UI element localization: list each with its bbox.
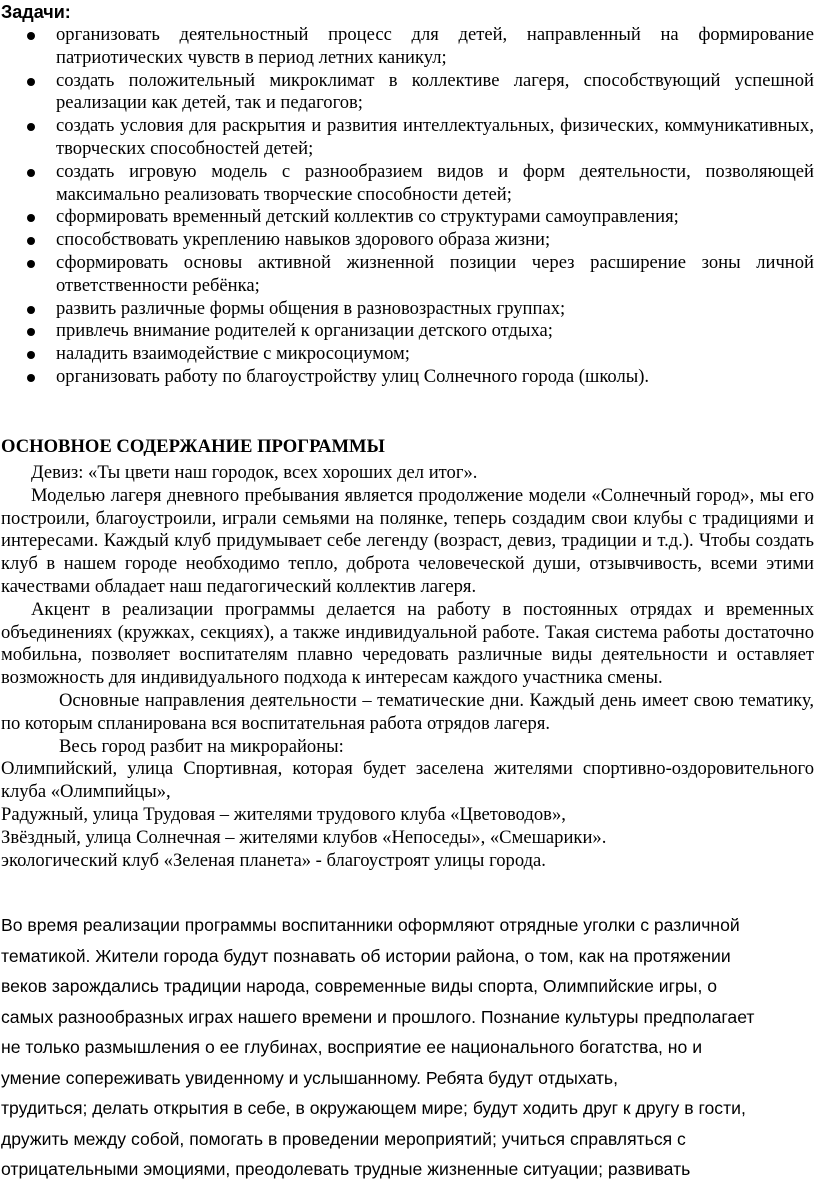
- paragraph: Акцент в реализации программы делается на работу в постоянных отрядах и временных объединениях (кружках, секциях), а также индивидуальной работе. Такая система работы достаточно мобильна, позволяет воспитателям плавно чередовать различные виды деятельности и оставляет возможность для индивидуального подхода к интересам каждого участника смены.: [1, 598, 814, 689]
- list-item-text: организовать работу по благоустройству улиц Солнечного города (школы).: [56, 365, 650, 387]
- list-item: [0, 343, 814, 366]
- bullet-icon: [27, 169, 35, 177]
- list-item-text: сформировать временный детский коллектив со структурами самоуправления;: [56, 206, 679, 228]
- bullet-icon: [27, 214, 35, 222]
- text-line: Во время реализации программы воспитанники оформляют отрядные уголки с различной: [1, 915, 740, 935]
- list-item-text: создать игровую модель с разнообразием видов и форм деятельности, позволяющей максимально реализовать творческие способности детей;: [56, 160, 814, 205]
- list-item: [0, 298, 814, 321]
- list-item: [0, 366, 814, 389]
- list-item-text: развить различные формы общения в разновозрастных группах;: [56, 297, 566, 319]
- district-item: Олимпийский, улица Спортивная, которая будет заселена жителями спортивно-оздоровительного клуба «Олимпийцы»,: [1, 758, 814, 803]
- list-item-text: сформировать основы активной жизненной позиции через расширение зоны личной ответственности ребёнка;: [56, 251, 814, 296]
- list-item: [0, 70, 814, 116]
- district-item: экологический клуб «Зеленая планета» - благоустроят улицы города.: [1, 849, 546, 871]
- list-item-text: привлечь внимание родителей к организации детского отдыха;: [56, 320, 553, 342]
- text-line: умение сопереживать увиденному и услышанному. Ребята будут отдыхать,: [1, 1067, 618, 1088]
- list-item: [0, 229, 814, 252]
- list-item: [0, 252, 814, 298]
- program-description: [1, 910, 815, 1185]
- list-item: [0, 161, 814, 207]
- bullet-icon: [27, 328, 35, 336]
- list-item-text: способствовать укреплению навыков здорового образа жизни;: [56, 229, 551, 251]
- section-title: ОСНОВНОЕ СОДЕРЖАНИЕ ПРОГРАММЫ: [1, 436, 385, 457]
- paragraph: Моделью лагеря дневного пребывания является продолжение модели «Солнечный город», мы его построили, благоустроили, играли семьями на полянке, теперь создадим свои клубы с традициями и интересами. Каждый клуб придумывает себе легенду (возраст, девиз, традиции и т.д.). Чтобы создать клуб в нашем городе необходимо тепло, доброта человеческой души, отзывчивость, всеми этими качествами обладает наш педагогический коллектив лагеря.: [1, 484, 814, 597]
- paragraph: Весь город разбит на микрорайоны:: [59, 735, 344, 757]
- list-item: [0, 24, 814, 70]
- bullet-icon: [27, 78, 35, 86]
- district-item: Радужный, улица Трудовая – жителями трудового клуба «Цветоводов»,: [1, 803, 566, 825]
- motto: Девиз: «Ты цвети наш городок, всех хороших дел итог».: [31, 462, 478, 483]
- text-line: тематикой. Жители города будут познавать об истории района, о том, как на протяжении: [1, 945, 731, 966]
- bullet-icon: [27, 123, 35, 131]
- text-line: отрицательными эмоциями, преодолевать трудные жизненные ситуации; развивать: [1, 1159, 691, 1179]
- bullet-icon: [27, 306, 35, 314]
- list-item-text: создать положительный микроклимат в коллективе лагеря, способствующий успешной реализации как детей, так и педагогов;: [56, 69, 814, 114]
- tasks-list: [0, 24, 814, 389]
- bullet-icon: [27, 260, 35, 268]
- list-item: [0, 206, 814, 229]
- bullet-icon: [27, 32, 35, 40]
- tasks-heading: Задачи:: [1, 2, 71, 22]
- list-item-text: организовать деятельностный процесс для детей, направленный на формирование патриотических чувств в период летних каникул;: [56, 24, 814, 68]
- list-item: [0, 115, 814, 161]
- text-line: не только размышления о ее глубинах, восприятие ее национального богатства, но и: [1, 1037, 703, 1057]
- bullet-icon: [27, 237, 35, 245]
- text-line: самых разнообразных играх нашего времени и прошлого. Познание культуры предполагает: [1, 1006, 755, 1027]
- section-content: [1, 462, 814, 872]
- list-item-text: наладить взаимодействие с микросоциумом;: [56, 343, 410, 365]
- text-line: дружить между собой, помогать в проведении мероприятий; учиться справляться с: [1, 1128, 686, 1149]
- text-line: веков зарождались традиции народа, современные виды спорта, Олимпийские игры, о: [1, 976, 718, 996]
- paragraph: Основные направления деятельности – тематические дни. Каждый день имеет свою тематику, по которым спланирована вся воспитательная работа отрядов лагеря.: [1, 689, 814, 734]
- district-item: Звёздный, улица Солнечная – жителями клубов «Непоседы», «Смешарики».: [1, 826, 607, 848]
- list-item: [0, 320, 814, 343]
- text-line: трудиться; делать открытия в себе, в окружающем мире; будут ходить друг к другу в гости,: [1, 1098, 746, 1118]
- bullet-icon: [27, 351, 35, 359]
- bullet-icon: [27, 374, 35, 382]
- list-item-text: создать условия для раскрытия и развития интеллектуальных, физических, коммуникативных, творческих способностей детей;: [56, 115, 814, 159]
